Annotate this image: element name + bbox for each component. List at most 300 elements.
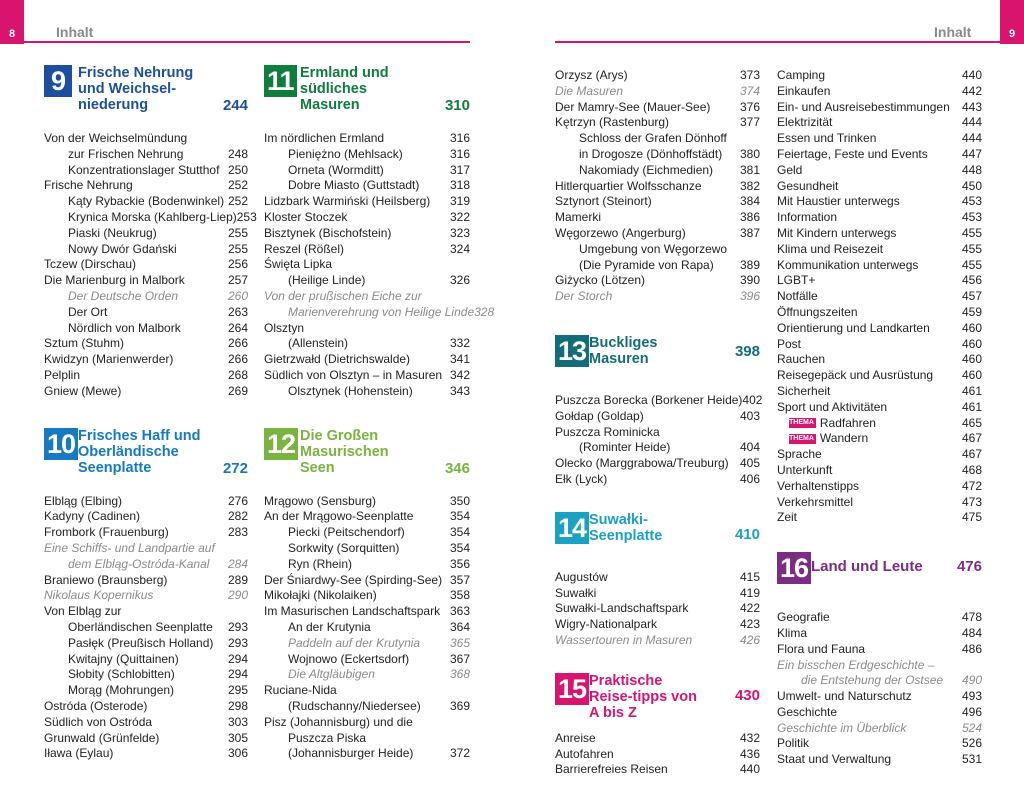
toc-entry-text: Reszel (Rößel)	[264, 241, 345, 256]
toc-entry-title	[264, 242, 344, 258]
toc-entry[interactable]	[777, 368, 982, 384]
toc-entry-title	[44, 321, 181, 337]
toc-entry[interactable]	[777, 273, 982, 289]
toc-entry-title	[777, 100, 950, 116]
toc-entry-text: Kommunikation unterwegs	[777, 257, 919, 272]
toc-entry-text: Im nördlichen Ermland	[264, 131, 385, 145]
toc-entry-text: Pasłęk (Preußisch Holland)	[68, 635, 214, 650]
toc-entry[interactable]	[555, 289, 760, 305]
toc-entry-text: Umwelt- und Naturschutz	[777, 689, 912, 704]
toc-entry-title	[777, 368, 933, 384]
toc-entry-text: Ruciane-Nida	[264, 683, 337, 698]
toc-entry-page: 384	[739, 194, 760, 209]
toc-entry[interactable]	[777, 673, 982, 689]
toc-entry[interactable]	[44, 384, 248, 400]
toc-entry-text: Ein bisschen Erdgeschichte –	[777, 657, 935, 672]
chapter-12-number: 12	[264, 428, 298, 460]
toc-entry-title	[44, 541, 215, 557]
toc-entry[interactable]	[555, 84, 760, 100]
toc-entry[interactable]	[44, 257, 248, 273]
toc-entry[interactable]	[264, 163, 470, 179]
toc-entry-page: 266	[227, 352, 248, 367]
toc-entry-text: Der Śniardwy-See (Spirding-See)	[264, 572, 443, 587]
toc-entry[interactable]	[777, 84, 982, 100]
toc-entry-page: 372	[449, 746, 470, 761]
toc-entry[interactable]	[555, 147, 760, 163]
chapter-13-heading	[555, 335, 760, 393]
toc-entry-title	[44, 384, 121, 400]
toc-entry[interactable]	[555, 409, 760, 425]
toc-entry[interactable]	[44, 289, 248, 305]
toc-entry[interactable]	[555, 226, 760, 242]
toc-entry-title	[44, 494, 122, 510]
toc-entry[interactable]	[44, 368, 248, 384]
toc-entry[interactable]	[777, 642, 982, 658]
toc-entry-text: Frische Nehrung	[44, 178, 133, 193]
toc-entry[interactable]	[777, 626, 982, 642]
toc-entry[interactable]	[777, 210, 982, 226]
toc-entry-page: 342	[449, 367, 470, 382]
toc-entry[interactable]	[777, 147, 982, 163]
toc-entry[interactable]	[777, 752, 982, 768]
toc-entry[interactable]	[264, 541, 470, 557]
toc-entry[interactable]	[777, 194, 982, 210]
chapter-15-title[interactable]: Praktische Reise-tipps von A bis Z	[589, 672, 697, 721]
toc-entry-text: Olsztynek (Hohenstein)	[288, 383, 413, 398]
toc-entry-text: Gniew (Mewe)	[44, 383, 122, 398]
toc-entry-title	[555, 273, 645, 289]
toc-entry-text: Gietrzwałd (Dietrichswalde)	[264, 352, 411, 367]
toc-entry-page: 390	[739, 273, 760, 288]
toc-entry[interactable]	[44, 209, 257, 226]
toc-entry[interactable]	[44, 746, 248, 762]
toc-entry[interactable]	[777, 68, 982, 84]
toc-entry[interactable]	[777, 416, 982, 432]
toc-entry-title	[44, 305, 107, 321]
toc-entry[interactable]	[44, 715, 248, 731]
toc-entry-text: Sprache	[777, 447, 822, 462]
toc-entry-title	[264, 352, 410, 368]
chapter-14-page[interactable]: 410	[734, 525, 760, 543]
toc-entry-text: Ełk (Lyck)	[555, 471, 608, 486]
toc-entry[interactable]	[264, 226, 470, 242]
toc-entry-title	[264, 384, 413, 400]
toc-entry[interactable]	[777, 352, 982, 368]
toc-entry[interactable]	[777, 163, 982, 179]
chapter-16-number: 16	[777, 552, 811, 584]
toc-entry-text: Kwitajny (Quittainen)	[68, 651, 179, 666]
toc-entry[interactable]	[777, 463, 982, 479]
chapter-12-entries	[264, 494, 470, 763]
toc-entry-title	[44, 273, 185, 289]
chapter-11-heading	[264, 65, 470, 131]
chapter-9-number: 9	[44, 65, 72, 97]
toc-entry[interactable]	[777, 610, 982, 626]
toc-entry[interactable]	[777, 179, 982, 195]
toc-entry-title	[264, 305, 474, 321]
toc-entry-text: Gesundheit	[777, 178, 839, 193]
toc-entry-page: 382	[739, 178, 760, 193]
chapter-14-title[interactable]: Suwałki-Seenplatte	[589, 511, 663, 544]
toc-entry[interactable]	[264, 384, 470, 400]
toc-entry[interactable]	[264, 573, 470, 589]
toc-entry-text: (Johannisburger Heide)	[288, 746, 414, 761]
toc-entry[interactable]	[555, 762, 760, 778]
toc-entry-page: 284	[227, 556, 248, 571]
toc-entry-title	[44, 368, 80, 384]
toc-entry[interactable]	[264, 368, 470, 384]
toc-entry[interactable]	[777, 226, 982, 242]
toc-column-2	[264, 65, 495, 762]
toc-entry[interactable]	[264, 731, 470, 747]
toc-entry[interactable]	[777, 658, 982, 674]
toc-entry[interactable]	[777, 100, 982, 116]
chapter-11-title[interactable]: Ermland und südliches Masuren	[300, 65, 389, 113]
toc-entry-page: 289	[227, 572, 248, 587]
toc-entry[interactable]	[777, 400, 982, 416]
toc-entry[interactable]	[264, 242, 470, 258]
toc-entry-page: 436	[739, 746, 760, 761]
toc-entry-title	[44, 652, 179, 668]
toc-entry[interactable]	[264, 525, 470, 541]
toc-entry-page: 496	[961, 704, 982, 719]
toc-entry[interactable]	[264, 131, 470, 147]
toc-entry[interactable]	[264, 699, 470, 715]
toc-entry[interactable]	[555, 392, 763, 409]
toc-entry[interactable]	[44, 683, 248, 699]
chapter-16-title[interactable]: Land und Leute	[811, 558, 923, 576]
toc-entry-title	[264, 210, 347, 226]
chapter-15-page[interactable]: 430	[734, 686, 760, 704]
toc-entry-page: 465	[961, 415, 982, 430]
toc-entry[interactable]	[264, 746, 470, 762]
toc-entry[interactable]	[555, 440, 760, 456]
toc-entry-title	[264, 652, 409, 668]
toc-entry-text: Nördlich von Malbork	[68, 320, 181, 335]
toc-entry-text: Verhaltenstipps	[777, 478, 860, 493]
toc-entry-page: 367	[449, 651, 470, 666]
toc-entry-page: 252	[227, 194, 248, 209]
toc-entry-page: 396	[739, 289, 760, 304]
toc-entry[interactable]	[264, 321, 470, 337]
toc-entry[interactable]	[44, 242, 248, 258]
toc-entry[interactable]	[555, 210, 760, 226]
chapter-9-page[interactable]: 244	[222, 97, 248, 114]
toc-entry[interactable]	[44, 588, 248, 604]
toc-entry-title	[44, 194, 224, 210]
toc-entry-text: Hitlerquartier Wolfsschanze	[555, 178, 702, 193]
toc-entry-title	[264, 683, 337, 699]
chapter-11-page[interactable]: 310	[444, 97, 470, 114]
toc-entry[interactable]	[555, 617, 760, 633]
toc-entry-page: 323	[449, 225, 470, 240]
toc-entry-page: 255	[227, 225, 248, 240]
toc-entry-text: Pelplin	[44, 367, 81, 382]
toc-entry-title	[264, 194, 430, 210]
toc-entry-title	[555, 747, 614, 763]
toc-entry[interactable]	[777, 736, 982, 752]
toc-entry[interactable]	[44, 699, 248, 715]
toc-entry-title	[264, 289, 422, 305]
toc-entry[interactable]	[555, 163, 760, 179]
toc-entry-page: 448	[961, 162, 982, 177]
toc-entry[interactable]	[264, 494, 470, 510]
toc-entry[interactable]	[777, 721, 982, 737]
toc-entry[interactable]	[555, 747, 760, 763]
toc-entry-page: 457	[961, 289, 982, 304]
toc-entry-text: Umgebung von Węgorzewo	[579, 241, 728, 256]
toc-entry-page: 253	[236, 209, 257, 224]
toc-entry-title	[777, 258, 918, 274]
toc-entry[interactable]	[264, 715, 470, 731]
toc-entry-page: 381	[739, 162, 760, 177]
toc-entry[interactable]	[44, 557, 248, 573]
chapter-13-title[interactable]: Buckliges Masuren	[589, 334, 658, 367]
toc-entry[interactable]	[44, 509, 248, 525]
chapter-9-title[interactable]: Frische Nehrung und Weichsel-niederung	[78, 65, 194, 113]
toc-entry-page: 295	[227, 683, 248, 698]
toc-entry[interactable]	[264, 636, 470, 652]
toc-entry[interactable]	[777, 384, 982, 400]
toc-entry-text: Autofahren	[555, 746, 614, 761]
toc-entry-text: Geld	[777, 162, 803, 177]
toc-entry[interactable]	[555, 68, 760, 84]
toc-entry[interactable]	[777, 479, 982, 495]
toc-entry[interactable]	[44, 194, 248, 210]
toc-entry[interactable]	[44, 541, 248, 557]
toc-entry-title	[555, 84, 623, 100]
toc-entry[interactable]	[777, 321, 982, 337]
toc-entry-text: Suwałki-Landschaftspark	[555, 601, 689, 616]
chapter-13-page[interactable]: 398	[734, 342, 760, 360]
toc-entry[interactable]	[264, 683, 470, 699]
toc-entry-text: Nikolaus Kopernikus	[44, 588, 154, 603]
toc-entry[interactable]	[555, 242, 760, 258]
toc-entry-page: 298	[227, 698, 248, 713]
toc-entry-title	[264, 588, 377, 604]
toc-entry-title	[777, 179, 838, 195]
toc-entry[interactable]	[777, 305, 982, 321]
chapter-14-number: 14	[555, 512, 589, 544]
toc-entry-title	[44, 620, 213, 636]
toc-entry[interactable]	[264, 336, 470, 352]
toc-entry[interactable]	[555, 273, 760, 289]
toc-entry-page: 354	[449, 525, 470, 540]
toc-entry[interactable]	[44, 178, 248, 194]
toc-entry[interactable]	[44, 305, 248, 321]
toc-entry-title	[555, 100, 710, 116]
toc-entry-page: 356	[449, 556, 470, 571]
toc-entry-text: Die Masuren	[555, 83, 624, 98]
toc-entry[interactable]	[264, 178, 470, 194]
toc-entry[interactable]	[264, 509, 470, 525]
toc-entry[interactable]	[44, 573, 248, 589]
toc-entry-page: 306	[227, 746, 248, 761]
toc-entry-title	[777, 495, 853, 511]
toc-entry-title	[44, 147, 183, 163]
toc-entry-title	[777, 163, 802, 179]
chapter-12-page[interactable]: 346	[444, 459, 470, 477]
toc-entry-text: Wigry-Nationalpark	[555, 617, 658, 632]
toc-entry[interactable]	[555, 425, 760, 441]
chapter-15-heading	[555, 673, 760, 731]
toc-entry-text: Morąg (Mohrungen)	[68, 683, 175, 698]
toc-entry[interactable]	[777, 510, 982, 526]
toc-entry-text: Krynica Morska (Kahlberg-Liep)	[68, 209, 237, 224]
toc-entry-page: 456	[961, 273, 982, 288]
toc-entry-title	[44, 163, 219, 179]
toc-entry-page: 248	[227, 146, 248, 161]
toc-entry[interactable]	[777, 115, 982, 131]
toc-entry[interactable]	[264, 147, 470, 163]
toc-entry[interactable]	[777, 242, 982, 258]
toc-entry[interactable]	[264, 557, 470, 573]
toc-entry[interactable]	[777, 495, 982, 511]
toc-entry[interactable]	[555, 731, 760, 747]
toc-entry[interactable]	[555, 570, 760, 586]
toc-entry[interactable]	[555, 586, 760, 602]
toc-entry[interactable]	[777, 131, 982, 147]
toc-entry[interactable]	[44, 336, 248, 352]
toc-entry[interactable]	[555, 633, 760, 649]
chapter-13-number: 13	[555, 335, 589, 367]
toc-entry[interactable]	[44, 147, 248, 163]
toc-entry-text: Öffnungszeiten	[777, 304, 858, 319]
toc-entry[interactable]	[264, 210, 470, 226]
toc-entry-text: Kwidzyn (Marienwerder)	[44, 352, 174, 367]
toc-entry[interactable]	[555, 472, 760, 488]
toc-entry-title	[44, 604, 121, 620]
toc-entry[interactable]	[777, 705, 982, 721]
toc-entry-page: 460	[961, 336, 982, 351]
chapter-10-title[interactable]: Frisches Haff und Oberländische Seenplatte	[78, 427, 201, 476]
toc-entry[interactable]	[555, 601, 760, 617]
toc-entry[interactable]	[264, 257, 470, 273]
toc-entry[interactable]	[777, 258, 982, 274]
toc-entry[interactable]	[555, 456, 760, 472]
toc-entry[interactable]	[264, 588, 470, 604]
toc-entry[interactable]	[264, 304, 495, 321]
toc-entry-text: die Entstehung der Ostsee	[801, 673, 944, 688]
toc-entry[interactable]	[264, 273, 470, 289]
toc-entry-page: 455	[961, 257, 982, 272]
toc-entry[interactable]	[44, 321, 248, 337]
toc-entry[interactable]	[555, 179, 760, 195]
toc-entry-title	[264, 667, 375, 683]
toc-entry-title	[555, 115, 669, 131]
toc-entry[interactable]	[44, 273, 248, 289]
toc-entry[interactable]	[44, 636, 248, 652]
chapter-13-entries	[555, 392, 763, 488]
toc-entry-title	[44, 699, 147, 715]
toc-entry[interactable]	[555, 194, 760, 210]
toc-entry-page: 389	[739, 257, 760, 272]
toc-entry-page: 322	[449, 209, 470, 224]
header-rule-left	[0, 41, 470, 43]
toc-entry[interactable]	[44, 667, 248, 683]
toc-entry[interactable]	[264, 194, 470, 210]
chapter-10-page[interactable]: 272	[222, 459, 248, 477]
toc-entry-title	[44, 336, 124, 352]
toc-entry[interactable]	[44, 620, 248, 636]
toc-entry-title	[777, 289, 818, 305]
toc-entry[interactable]	[44, 226, 248, 242]
toc-entry-page: 447	[961, 146, 982, 161]
toc-entry[interactable]	[44, 163, 248, 179]
toc-entry-page: 252	[227, 178, 248, 193]
toc-entry-page: 453	[961, 210, 982, 225]
toc-entry[interactable]	[777, 289, 982, 305]
toc-entry-text: Wojnowo (Eckertsdorf)	[288, 651, 410, 666]
toc-entry-page: 484	[961, 625, 982, 640]
toc-entry[interactable]	[777, 431, 982, 447]
toc-entry-text: Mamerki	[555, 210, 602, 225]
toc-entry-page: 283	[227, 525, 248, 540]
toc-entry[interactable]	[44, 731, 248, 747]
toc-entry-title	[264, 636, 420, 652]
toc-entry-title	[555, 226, 686, 242]
toc-entry-title	[44, 242, 177, 258]
toc-entry[interactable]	[44, 352, 248, 368]
toc-entry-page: 318	[449, 178, 470, 193]
toc-entry-title	[555, 425, 660, 441]
toc-entry-text: Puszcza Borecka (Borkener Heide)	[555, 392, 743, 407]
toc-entry[interactable]	[555, 258, 760, 274]
toc-entry[interactable]	[777, 447, 982, 463]
toc-entry-text: Sicherheit	[777, 383, 831, 398]
toc-entry[interactable]	[555, 115, 760, 131]
toc-entry[interactable]	[555, 100, 760, 116]
toc-entry[interactable]	[44, 652, 248, 668]
toc-entry-text: Von Elbląg zur	[44, 604, 122, 619]
chapter-9-heading	[44, 65, 248, 131]
toc-entry-title	[264, 163, 384, 179]
toc-entry[interactable]	[44, 494, 248, 510]
toc-entry-text: Essen und Trinken	[777, 131, 877, 146]
toc-entry[interactable]	[264, 652, 470, 668]
toc-entry[interactable]	[44, 131, 248, 147]
toc-entry-title	[555, 258, 714, 274]
toc-entry-text: Klima und Reisezeit	[777, 241, 884, 256]
toc-entry-page: 343	[449, 383, 470, 398]
toc-entry[interactable]	[44, 525, 248, 541]
toc-entry-text: Giżycko (Lötzen)	[555, 273, 646, 288]
toc-column-1	[44, 65, 257, 762]
toc-entry[interactable]	[555, 131, 760, 147]
toc-entry-title	[555, 731, 596, 747]
toc-entry-text: Sorkwity (Sorquitten)	[288, 540, 400, 555]
chapter-12-title[interactable]: Die Großen Masurischen Seen	[300, 427, 389, 476]
toc-entry-text: Elbląg (Elbing)	[44, 493, 123, 508]
toc-entry[interactable]	[264, 604, 470, 620]
toc-entry[interactable]	[44, 604, 248, 620]
toc-entry-title	[44, 210, 237, 226]
toc-entry-title	[777, 115, 832, 131]
toc-entry[interactable]	[777, 337, 982, 353]
toc-entry[interactable]	[264, 620, 470, 636]
toc-entry[interactable]	[264, 289, 470, 305]
toc-entry-page: 357	[449, 572, 470, 587]
toc-entry[interactable]	[264, 352, 470, 368]
chapter-16-page[interactable]: 476	[956, 558, 982, 576]
toc-entry[interactable]	[264, 667, 470, 683]
toc-entry-text: Święta Lipka	[264, 257, 333, 272]
toc-entry-text: Olsztyn	[264, 320, 305, 335]
toc-entry-title	[555, 210, 601, 226]
toc-entry-page: 461	[961, 383, 982, 398]
toc-entry[interactable]	[777, 689, 982, 705]
toc-entry-page: 459	[961, 304, 982, 319]
